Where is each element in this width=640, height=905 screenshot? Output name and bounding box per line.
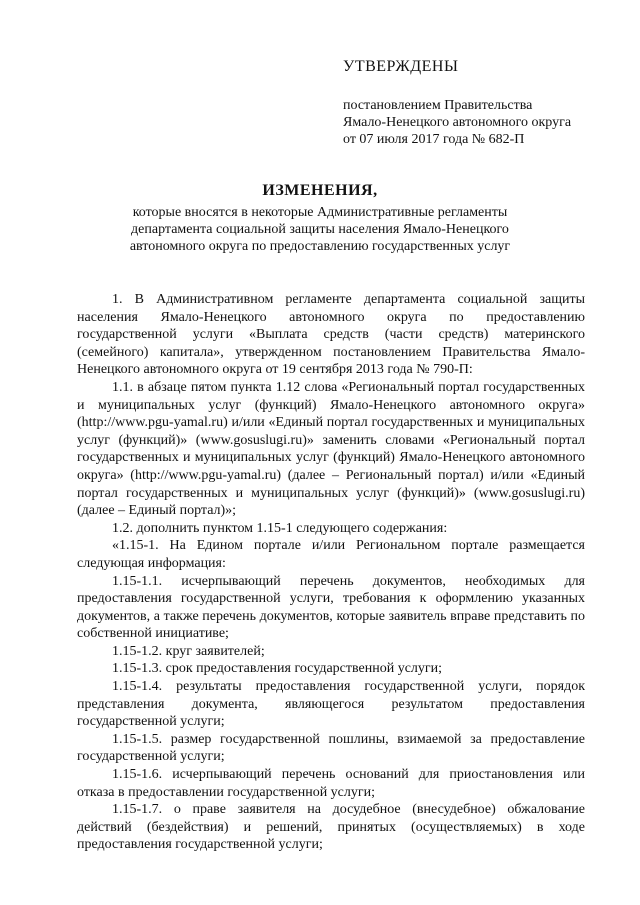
- subtitle-line: которые вносятся в некоторые Административные регламенты: [132, 205, 508, 220]
- approval-line: Ямало-Ненецкого автономного округа: [343, 115, 572, 130]
- paragraph: 1.15-1.7. о праве заявителя на досудебное (внесудебное) обжалование действий (бездействия) и решений, принятых (осуществляемых) в ходе предоставления государственной услуги;: [77, 802, 585, 853]
- paragraph: 1.15-1.3. срок предоставления государственной услуги;: [112, 661, 443, 677]
- approval-line: от 07 июля 2017 года № 682-П: [343, 132, 525, 147]
- paragraph: 1.15-1.5. размер государственной пошлины, взимаемой за предоставление государственной услуги;: [77, 731, 585, 765]
- subtitle-line: автономного округа по предоставлению государственных услуг: [129, 239, 511, 254]
- paragraph: 1.2. дополнить пунктом 1.15-1 следующего содержания:: [112, 520, 448, 536]
- approval-block: [343, 97, 571, 148]
- document-subtitle: [0, 204, 640, 255]
- paragraph: 1.15-1.1. исчерпывающий перечень документов, необходимых для предоставления государственной услуги, требования к оформлению указанных документов, а также перечень документов, которые заявитель вправе представить по собственной инициативе;: [77, 573, 585, 642]
- approved-heading: УТВЕРЖДЕНЫ: [343, 58, 459, 75]
- approval-line: постановлением Правительства: [343, 98, 533, 113]
- paragraph: 1.15-1.2. круг заявителей;: [112, 643, 265, 659]
- subtitle-line: департамента социальной защиты населения Ямало-Ненецкого: [131, 222, 509, 237]
- paragraph: «1.15-1. На Едином портале и/или Региональном портале размещается следующая информация:: [77, 538, 585, 571]
- document-body: [77, 291, 585, 854]
- paragraph: 1. В Административном регламенте департамента социальной защиты населения Ямало-Ненецкого автономного округа по предоставлению государственной услуги «Выплата средств (части средств) материнского (семейного) капитала», утвержденном постановлением Правительства Ямало-Ненецкого автономного округа от 19 сентября 2013 года № 790-П:: [77, 292, 585, 378]
- paragraph: 1.15-1.4. результаты предоставления государственной услуги, порядок представления документа, являющегося результатом предоставления государственной услуги;: [77, 679, 585, 730]
- paragraph: 1.15-1.6. исчерпывающий перечень оснований для приостановления или отказа в предоставлении государственной услуги;: [77, 767, 585, 800]
- document-title: ИЗМЕНЕНИЯ,: [262, 182, 378, 199]
- paragraph: 1.1. в абзаце пятом пункта 1.12 слова «Региональный портал государственных и муниципальных услуг (функций) Ямало-Ненецкого автономного округа» (http://www.pgu-yamal.ru) и/или «Единый портал государственных и муниципальных услуг (функций)» (www.gosuslugi.ru)» заменить словами «Региональный портал государственных и муниципальных услуг (функций) Ямало-Ненецкого автономного округа» (http://www.pgu-yamal.ru) (далее – Региональный портал) и/или «Единый портал государственных и муниципальных услуг (функций)» (www.gosuslugi.ru) (далее – Единый портал)»;: [77, 379, 585, 519]
